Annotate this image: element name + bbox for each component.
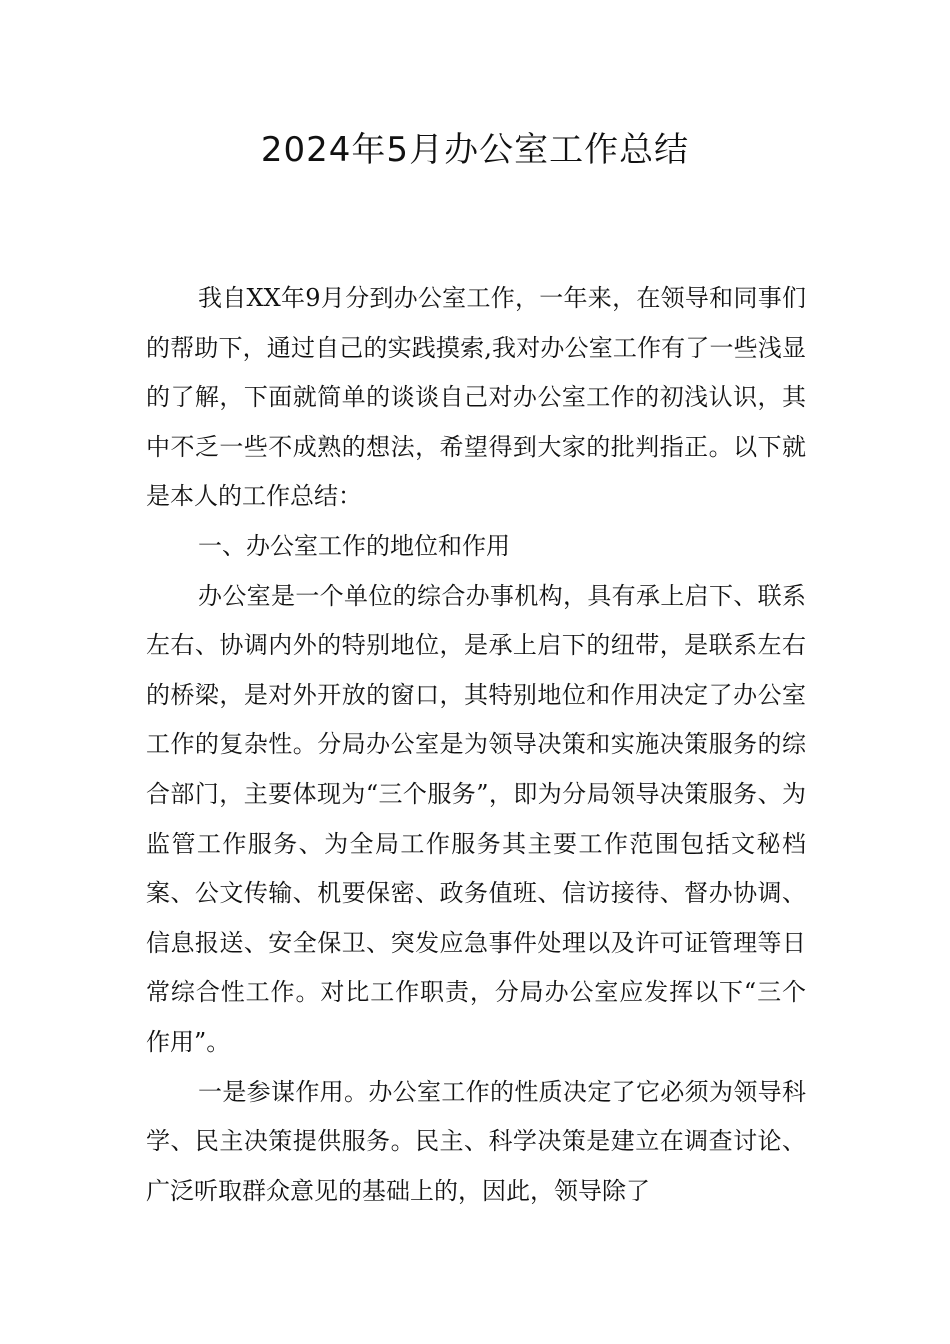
- paragraph-intro: 我自XX年9月分到办公室工作，一年来，在领导和同事们的帮助下，通过自己的实践摸索,我对办公室工作有了一些浅显的了解，下面就简单的谈谈自己对办公室工作的初浅认识，其中不乏一些不成熟的想法，希望得到大家的批判指正。以下就是本人的工作总结：: [146, 284, 806, 511]
- paragraph-office-role: 办公室是一个单位的综合办事机构，具有承上启下、联系左右、协调内外的特别地位，是承上启下的纽带，是联系左右的桥梁，是对外开放的窗口，其特别地位和作用决定了办公室工作的复杂性。分局办公室是为领导决策和实施决策服务的综合部门，主要体现为“三个服务”，即为分局领导决策服务、为监管工作服务、为全局工作服务其主要工作范围包括文秘档案、公文传输、机要保密、政务值班、信访接待、督办协调、信息报送、安全保卫、突发应急事件处理以及许可证管理等日常综合性工作。对比工作职责，分局办公室应发挥以下“三个作用”。: [146, 581, 806, 1056]
- document-title: 2024年5月办公室工作总结: [260, 130, 690, 170]
- section-heading: 一、办公室工作的地位和作用: [198, 531, 510, 560]
- document-body: [146, 274, 806, 1216]
- paragraph-advisory-role: 一是参谋作用。办公室工作的性质决定了它必须为领导科学、民主决策提供服务。民主、科学决策是建立在调查讨论、广泛听取群众意见的基础上的，因此，领导除了: [146, 1077, 806, 1205]
